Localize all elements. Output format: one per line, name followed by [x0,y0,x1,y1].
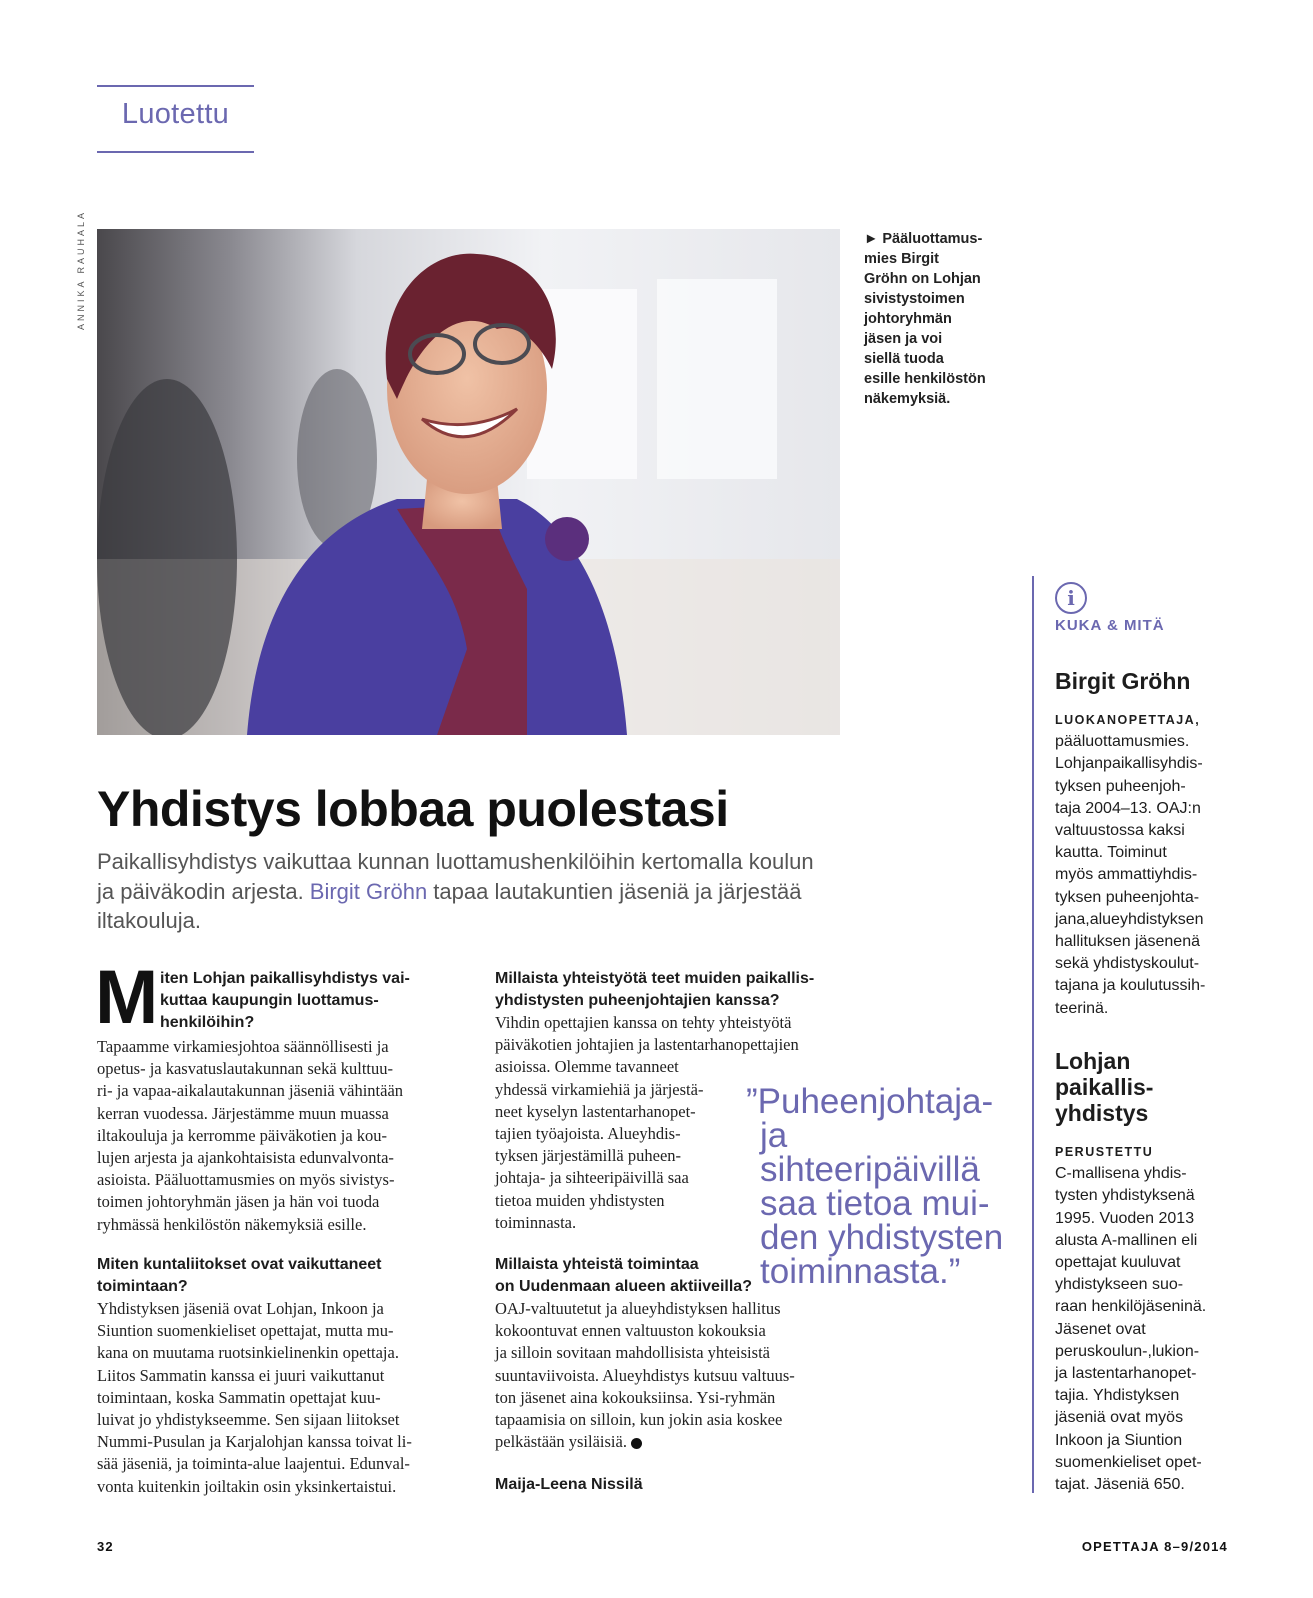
answer-4: OAJ-valtuutetut ja alueyhdistyksen hallitus kokoontuvat ennen valtuuston kokouksia ja silloin sovitaan mahdollisista yhteisistä suuntaviivoista. Alueyhdistys kutsuu valtuus- ton jäsenet aina kokouksiinsa. Ysi-ryhmän tapaamisia on silloin, kun jokin asia koskee pelkästään ysiläisiä. [495,1299,795,1452]
photo-caption [864,229,1004,409]
answer-2: Yhdistyksen jäseniä ovat Lohjan, Inkoon ja Siuntion suomenkieliset opettajat, mutta mu- kana on muutama ruotsinkielinenkin opettaja. Liitos Sammatin kanssa ei juuri vaikuttanut toimintaan, koska Sammatin opettajat kuu- luivat jo yhdistykseemme. Sen sijaan liitokset Nummi-Pusulan ja Karjalohjan kanssa toivat li- sää jäseniä, ja toiminta-alue laajentui. Edunval- vonta kuitenkin joiltakin osin yksinkertaistui. [97,1299,412,1496]
answer-3: Vihdin opettajien kanssa on tehty yhteistyötä päiväkotien johtajien ja lastentarhanopettajien asioissa. Olemme tavanneet yhdessä virkamiehiä ja järjestä- neet kyselyn lastentarhanopet- tajien työajoista. Alueyhdis- tyksen järjestämillä puheen- johtaja- ja sihteeripäivillä saa tietoa muiden yhdistysten toiminnasta. [495,1013,799,1232]
deck-name: Birgit Gröhn [309,878,428,904]
sidebar-person-text: pääluottamusmies. Lohjanpaikallisyhdis- tyksen puheenjoh- taja 2004–13. OAJ:n valtuustossa kaksi kautta. Toiminut myös ammattiyhdis- tyksen puheenjohta- jana,alueyhdistyksen hallituksen jäsenenä sekä yhdistyskoulut- tajana ja koulutussih- teerinä. [1055,733,1206,1017]
section-label: Luotettu [121,98,230,130]
pull-quote [746,1082,1006,1291]
sidebar-rule [1032,576,1034,1493]
sidebar-org-text: C-mallisena yhdis- tysten yhdistyksenä 1995. Vuoden 2013 alusta A-mallinen eli opettajat kuuluvat yhdistykseen suo- raan henkilöjäseninä. Jäsenet ovat peruskoulun-,lukion- ja lastentarhanopet- tajia. Yhdistyksen jäseniä ovat myös Inkoon ja Siuntion suomenkieliset opet- tajat. Jäseniä 650. [1055,1165,1207,1494]
sidebar-org-name: Lohjan paikallis- yhdistys [1055,1048,1154,1126]
question-3: Millaista yhteistyötä teet muiden paikallis- yhdistysten puheenjohtajien kanssa? [495,970,815,1010]
answer-1: Tapaamme virkamiesjohtoa säännöllisesti ja opetus- ja kasvatuslautakunnan sekä kulttuu- ri- ja vapaa-aikalautakunnan jäseniä vähintään kerran vuodessa. Järjestämme muun muassa iltakouluja ja kerromme päiväkotien ja kou- lujen arjesta ja ajankohtaisista edunvalvonta- asioista. Pääluottamusmies on myös sivistys- toimen johtoryhmän jäsen ja hän voi tuoda ryhmässä henkilöstön näkemyksiä esille. [97,1037,404,1234]
portrait-illustration [97,229,840,735]
page-number: 32 [97,1539,114,1554]
deck-text-1: Paikallisyhdistys vaikuttaa kunnan luottamushenkilöihin kertomalla koulun ja päiväkodin arjesta. [97,849,814,904]
question-4: Millaista yhteistä toimintaa on Uudenmaan alueen aktiiveilla? [495,1256,752,1296]
sidebar-kicker: KUKA & MITÄ [1055,617,1165,634]
info-icon: i [1055,582,1087,614]
byline: Maija-Leena Nissilä [495,1476,643,1493]
sidebar-org-lead: PERUSTETTU [1055,1145,1154,1159]
deck-text-2: tapaa lautakuntien jäseniä ja järjestää iltakouluja. [97,878,802,933]
section-rule-top [97,85,254,87]
pull-quote-line-1: ”Puheenjohtaja- [746,1082,994,1121]
drop-cap: M [95,955,159,1040]
section-rule-bottom [97,151,254,153]
photo-caption-text: ► Pääluottamus- mies Birgit Gröhn on Lohjan sivistystoimen johtoryhmän jäsen ja voi siellä tuoda esille henkilöstön näkemyksiä. [864,231,986,407]
answer-4-block [495,1298,870,1453]
pull-quote-rest: ja sihteeripäivillä saa tietoa mui- den yhdistysten toiminnasta.” [760,1116,1004,1291]
article-headline: Yhdistys lobbaa puolestasi [97,781,729,837]
photo-credit: ANNIKA RAUHALA [76,209,86,330]
question-1: iten Lohjan paikallisyhdistys vai- kuttaa kaupungin luottamus- henkilöihin? [160,970,410,1032]
article-deck [97,847,817,936]
question-2: Miten kuntaliitokset ovat vaikuttaneet toimintaan? [97,1256,382,1296]
sidebar-person-lead: LUOKANOPETTAJA, [1055,713,1201,727]
sidebar-org-info [1055,1141,1235,1496]
magazine-issue: OPETTAJA 8–9/2014 [1081,1539,1228,1554]
sidebar-person-name: Birgit Gröhn [1055,668,1191,694]
end-mark-icon [631,1438,642,1449]
article-photo [97,229,840,735]
sidebar-person-bio [1055,709,1235,1020]
